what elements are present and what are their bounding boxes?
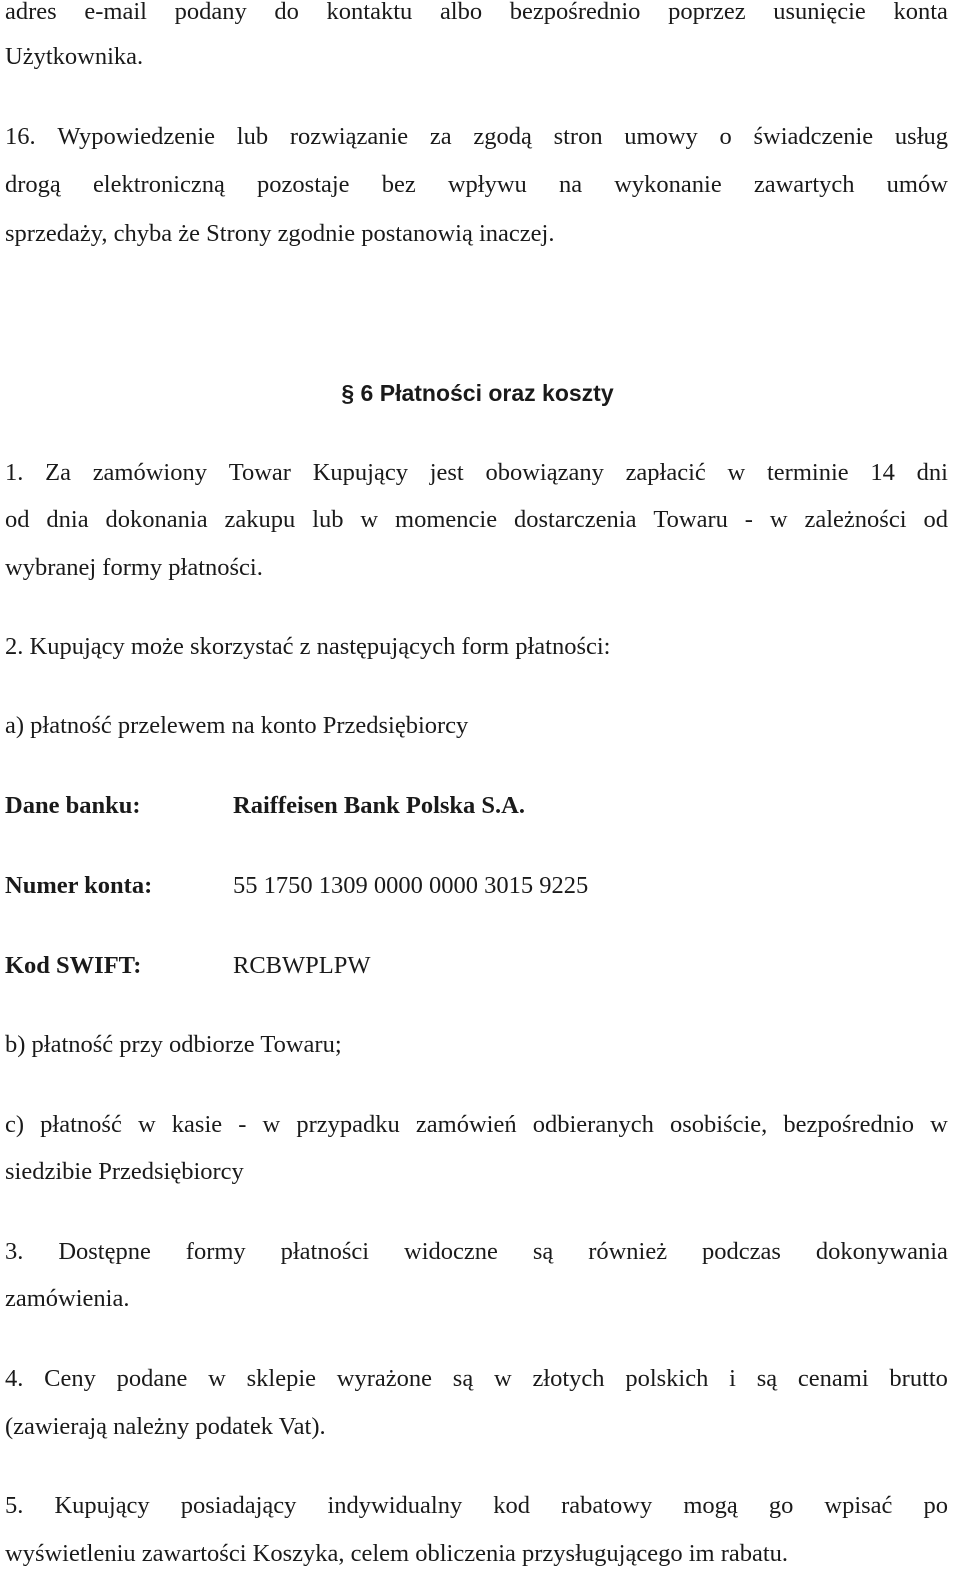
word: widoczne — [404, 1238, 498, 1265]
word: elektroniczną — [92, 171, 225, 198]
word: zakupu — [224, 506, 296, 533]
item-5-line-2: wyświetleniu zawartości Koszyka, celem obliczenia przysługującego im rabatu. — [5, 1540, 789, 1567]
payment-option-c-line-1 — [5, 1110, 948, 1140]
word: zamówień — [415, 1111, 517, 1138]
word: polskich — [625, 1365, 709, 1392]
word: - — [744, 506, 753, 533]
word: zależności — [804, 506, 907, 533]
word: Dostępne — [58, 1238, 151, 1265]
word: od — [5, 506, 30, 533]
word: poprzez — [668, 0, 746, 25]
word: są — [452, 1365, 474, 1392]
bank-name-value: Raiffeisen Bank Polska S.A. — [233, 792, 526, 819]
word: usług — [894, 123, 948, 150]
word: dokonywania — [815, 1238, 948, 1265]
word: do — [274, 0, 299, 25]
word: podczas — [702, 1238, 781, 1265]
word: Ceny — [44, 1365, 96, 1392]
word: mogą — [683, 1492, 738, 1519]
word: wyrażone — [336, 1365, 433, 1392]
word: dokonania — [105, 506, 208, 533]
item-3-line-2: zamówienia. — [5, 1285, 130, 1312]
word: rozwiązanie — [289, 123, 409, 150]
word: złotych — [532, 1365, 605, 1392]
word: płatności — [280, 1238, 370, 1265]
word: Kupujący — [312, 459, 408, 486]
word: 16. — [5, 123, 36, 150]
word: podany — [174, 0, 247, 25]
word: Wypowiedzenie — [57, 123, 216, 150]
word: i — [729, 1365, 736, 1392]
swift-code-label: Kod SWIFT: — [5, 952, 142, 979]
word: w — [493, 1365, 512, 1392]
item-2-intro: 2. Kupujący może skorzystać z następujących form płatności: — [5, 633, 611, 660]
word: jest — [429, 459, 464, 486]
word: w — [360, 506, 379, 533]
item-4-line-1 — [5, 1364, 948, 1394]
word: usunięcie — [773, 0, 866, 25]
word: dni — [916, 459, 948, 486]
word: w — [769, 506, 788, 533]
paragraph-15-line-1 — [5, 0, 948, 27]
word: Kupujący — [54, 1492, 150, 1519]
word: osobiście, — [669, 1111, 768, 1138]
word: umów — [886, 171, 948, 198]
word: albo — [439, 0, 483, 25]
word: terminie — [766, 459, 849, 486]
word: lub — [312, 506, 344, 533]
word: - — [238, 1111, 247, 1138]
word: 4. — [5, 1365, 24, 1392]
word: wykonanie — [614, 171, 722, 198]
bank-name-label: Dane banku: — [5, 792, 141, 819]
item-1-line-3: wybranej formy płatności. — [5, 554, 263, 581]
word: stron — [553, 123, 603, 150]
word: go — [768, 1492, 794, 1519]
word: 14 — [870, 459, 895, 486]
item-1-line-2 — [5, 505, 948, 535]
word: zamówiony — [92, 459, 207, 486]
word: bezpośrednio — [783, 1111, 915, 1138]
paragraph-16-line-3: sprzedaży, chyba że Strony zgodnie postanowią inaczej. — [5, 220, 555, 247]
paragraph-16-line-1 — [5, 122, 948, 152]
word: kasie — [171, 1111, 223, 1138]
word: po — [923, 1492, 948, 1519]
word: bezpośrednio — [509, 0, 641, 25]
word: sklepie — [246, 1365, 317, 1392]
word: Towaru — [653, 506, 728, 533]
word: w — [727, 459, 746, 486]
paragraph-15-line-2: Użytkownika. — [5, 43, 144, 70]
account-number-label: Numer konta: — [5, 872, 153, 899]
word: obowiązany — [485, 459, 604, 486]
word: zapłacić — [625, 459, 706, 486]
word: brutto — [889, 1365, 948, 1392]
word: e-mail — [84, 0, 147, 25]
word: za — [429, 123, 452, 150]
word: formy — [185, 1238, 246, 1265]
item-1-line-1 — [5, 458, 948, 488]
item-3-line-1 — [5, 1237, 948, 1267]
payment-option-b: b) płatność przy odbiorze Towaru; — [5, 1031, 342, 1058]
word: 3. — [5, 1238, 24, 1265]
word: dostarczenia — [514, 506, 637, 533]
word: są — [756, 1365, 778, 1392]
word: w — [262, 1111, 281, 1138]
payment-option-c-line-2: siedzibie Przedsiębiorcy — [5, 1158, 244, 1185]
word: 5. — [5, 1492, 24, 1519]
word: wpływu — [447, 171, 527, 198]
word: zawartych — [753, 171, 855, 198]
word: Za — [45, 459, 71, 486]
word: w — [137, 1111, 156, 1138]
word: świadczenie — [753, 123, 874, 150]
word: również — [588, 1238, 668, 1265]
word: przypadku — [296, 1111, 400, 1138]
word: zgodą — [473, 123, 532, 150]
word: lub — [236, 123, 269, 150]
payment-option-a: a) płatność przelewem na konto Przedsiębiorcy — [5, 712, 469, 739]
word: na — [558, 171, 583, 198]
word: indywidualny — [327, 1492, 463, 1519]
word: c) — [5, 1111, 25, 1138]
word: konta — [893, 0, 948, 25]
word: pozostaje — [257, 171, 350, 198]
swift-code-value: RCBWPLPW — [233, 952, 371, 979]
word: adres — [5, 0, 57, 25]
word: w — [930, 1111, 948, 1138]
word: od — [923, 506, 948, 533]
word: momencie — [395, 506, 498, 533]
word: płatność — [40, 1111, 122, 1138]
word: umowy — [624, 123, 698, 150]
word: odbieranych — [532, 1111, 654, 1138]
word: Towar — [228, 459, 291, 486]
section-heading: § 6 Płatności oraz koszty — [341, 380, 614, 406]
item-5-line-1 — [5, 1491, 948, 1521]
word: kontaktu — [326, 0, 413, 25]
item-4-line-2: (zawierają należny podatek Vat). — [5, 1413, 326, 1440]
word: rabatowy — [561, 1492, 653, 1519]
word: wpisać — [824, 1492, 893, 1519]
word: o — [719, 123, 732, 150]
word: bez — [381, 171, 416, 198]
word: posiadający — [180, 1492, 297, 1519]
word: kod — [493, 1492, 531, 1519]
word: są — [532, 1238, 554, 1265]
word: 1. — [5, 459, 24, 486]
word: drogą — [5, 171, 61, 198]
word: dnia — [46, 506, 89, 533]
account-number-value: 55 1750 1309 0000 0000 3015 9225 — [233, 872, 589, 899]
paragraph-16-line-2 — [5, 170, 948, 200]
word: cenami — [797, 1365, 869, 1392]
word: w — [208, 1365, 226, 1392]
word: podane — [116, 1365, 188, 1392]
